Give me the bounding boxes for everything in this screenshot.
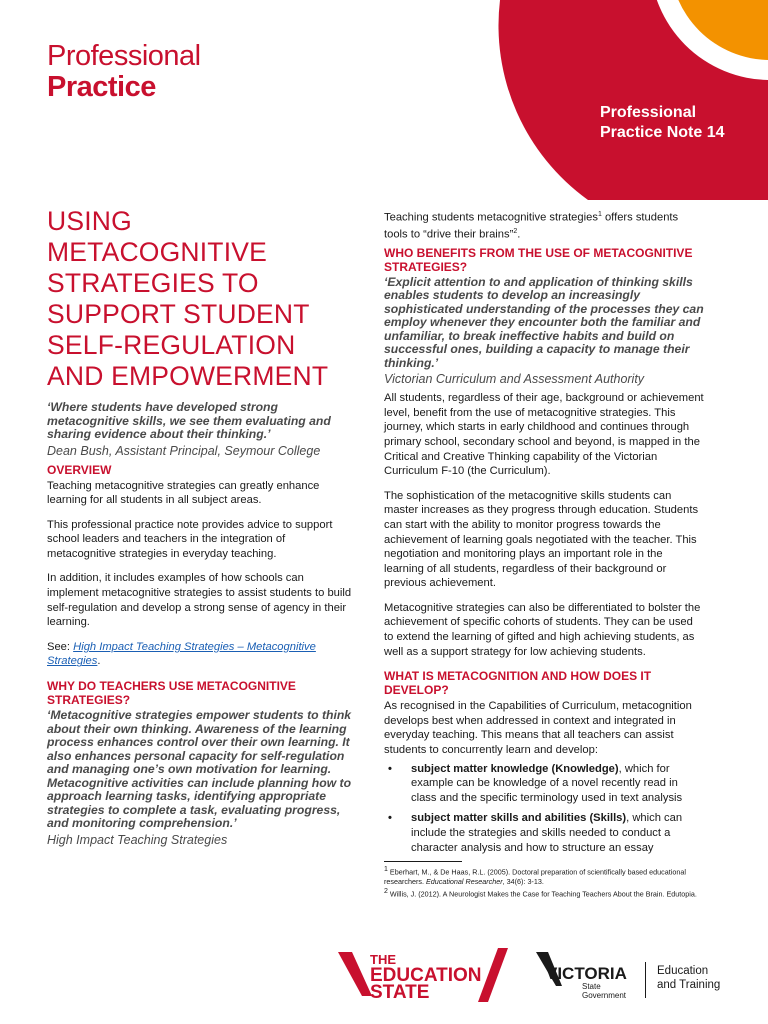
- what-is-heading: WHAT IS METACOGNITION AND HOW DOES IT DEVELOP?: [384, 669, 652, 698]
- list-item-bold: subject matter skills and abilities (Skills): [411, 812, 627, 825]
- footnote-2-number: 2: [384, 887, 388, 895]
- overview-paragraph-3: In addition, it includes examples of how schools can implement metacognitive strategies to assist students to build self-regulation and develop a strong sense of agency in their learning.: [47, 572, 352, 629]
- footnote-2: [384, 887, 704, 899]
- title-line: USING: [47, 206, 132, 236]
- list-item: [384, 811, 704, 855]
- education-state-chevron-left: [338, 952, 372, 996]
- list-item-text: , which for example can be knowledge of a novel recently read in class and the specific terminology used in text analysis: [411, 762, 683, 804]
- why-heading: WHY DO TEACHERS USE METACOGNITIVE STRATEGIES?: [47, 679, 296, 708]
- footnote-1-end: , 34(6): 3-13.: [502, 877, 544, 887]
- victoria-sub-2: Government: [582, 991, 627, 1000]
- overview-paragraph-2: This professional practice note provides advice to support school leaders and teachers in the integration of metacognitive strategies in everyday teaching.: [47, 518, 333, 560]
- see-end: .: [97, 655, 101, 668]
- education-training-line-2: and Training: [657, 979, 721, 991]
- education-state-logo: [338, 946, 518, 1006]
- right-column: [384, 208, 704, 898]
- title-line: STRATEGIES TO: [47, 268, 259, 298]
- footnote-ref-1[interactable]: 1: [597, 211, 602, 218]
- title-line: SUPPORT STUDENT: [47, 299, 310, 329]
- left-column: [47, 206, 355, 852]
- benefits-paragraph-2: The sophistication of the metacognitive skills students can master increases as they progress through education. Students can start with the ability to monitor progress towards the achievement of learning goals negotiated with the teacher. This negotiation and monitoring plays an important role in the learning of all students, regardless of their background or previous achievement.: [384, 489, 699, 590]
- bullet-icon: •: [388, 812, 392, 825]
- practice-note-label: [600, 103, 765, 143]
- education-training-line-1: Education: [657, 965, 709, 977]
- logo-divider: [645, 962, 646, 998]
- footnote-2-text: Willis, J. (2012). A Neurologist Makes the Case for Teaching Teachers About the Brain. Edutopia.: [387, 888, 697, 898]
- overview-heading: OVERVIEW: [47, 462, 112, 477]
- education-training-label: [657, 964, 720, 992]
- brand-line-1: Professional: [47, 40, 201, 72]
- vcaa-quote-attribution: Victorian Curriculum and Assessment Authority: [384, 372, 645, 387]
- benefits-paragraph-3: Metacognitive strategies can also be differentiated to bolster the achievement of specific cohorts of students. They can be used to extend the learning of gifted and high achieving students, as well as a support strategy for low achieving students.: [384, 601, 701, 658]
- footnote-1: [384, 865, 704, 886]
- opening-quote: ‘Where students have developed strong metacognitive skills, we see them evaluating and sharing evidence about their thinking.’: [47, 400, 331, 441]
- victoria-wordmark: VICTORIA: [546, 964, 627, 983]
- list-item: [384, 762, 704, 806]
- list-item-bold: subject matter knowledge (Knowledge): [411, 762, 619, 775]
- footnote-1-text: Eberhart, M., & De Haas, R.L. (2005). Doctoral preparation of scientifically based educational researchers.: [384, 867, 686, 887]
- education-state-line-3: STATE: [370, 982, 430, 1003]
- practice-note-line-1: Professional: [600, 104, 697, 121]
- hits-quote: ‘Metacognitive strategies empower students to think about their own thinking. Awareness of the learning process enhances control over their own learning. It also enhances personal capacity for self-regulation and managing one’s own motivation for learning. Metacognitive activities can include planning how to approach learning tasks, identifying appropriate strategies to complete a task, evaluating progress, and monitoring comprehension.’: [47, 708, 352, 831]
- education-state-chevron-right: [478, 948, 508, 1002]
- victoria-sub-1: State: [582, 982, 601, 991]
- who-benefits-heading: WHO BENEFITS FROM THE USE OF METACOGNITIVE STRATEGIES?: [384, 245, 693, 274]
- title-line: AND EMPOWERMENT: [47, 361, 329, 391]
- intro-text-b: offers students tools to “drive their brains”: [384, 211, 679, 242]
- what-is-paragraph: As recognised in the Capabilities of Curriculum, metacognition develops best when addressed in context and integrated in everyday teaching. This means that all teachers can assist students to concurrently learn and develop:: [384, 700, 692, 757]
- footnote-1-number: 1: [384, 866, 388, 874]
- footnote-1-journal: Educational Researcher: [425, 877, 503, 887]
- footnote-divider: [384, 861, 462, 862]
- bullet-icon: •: [388, 762, 392, 775]
- practice-note-line-2: Practice Note 14: [600, 124, 725, 141]
- title-line: SELF-REGULATION: [47, 330, 296, 360]
- list-item-text: , which can include the strategies and skills needed to conduct a character analysis and how to structure an essay: [411, 812, 683, 854]
- vcaa-quote: ‘Explicit attention to and application of thinking skills enables students to develop an increasingly sophisticated understanding of the processes they can employ whenever they encounter both the familiar and unfamiliar, to break ineffective habits and build on successful ones, building a capacity to manage their thinking.’: [384, 274, 704, 370]
- education-state-line-1: THE: [370, 952, 396, 967]
- benefits-paragraph-1: All students, regardless of their age, background or achievement level, benefit from the use of metacognitive strategies. This journey, which starts in early childhood and continues through primary school, secondary school and beyond, is mapped in the Critical and Creative Thinking capability of the Victorian Curriculum F-10 (the Curriculum).: [384, 392, 704, 478]
- development-list: [384, 762, 704, 856]
- intro-text-c: .: [517, 229, 521, 242]
- intro-paragraph: [384, 208, 704, 243]
- education-state-line-2: EDUCATION: [370, 965, 482, 986]
- brand-line-2: Practice: [47, 71, 156, 103]
- hits-quote-attribution: High Impact Teaching Strategies: [47, 832, 228, 847]
- see-label: See:: [47, 640, 74, 653]
- title-line: METACOGNITIVE: [47, 237, 268, 267]
- victoria-government-logo: [536, 948, 641, 1004]
- intro-text-a: Teaching students metacognitive strategies: [384, 211, 598, 224]
- brand-logo: [47, 42, 201, 102]
- overview-paragraph-1: Teaching metacognitive strategies can greatly enhance learning for all students in all subject areas.: [47, 479, 320, 507]
- page-title: [47, 206, 355, 392]
- footnote-ref-2[interactable]: 2: [513, 228, 518, 236]
- hits-metacognitive-link[interactable]: High Impact Teaching Strategies – Metacognitive Strategies: [47, 640, 316, 668]
- see-also-paragraph: [47, 640, 355, 669]
- opening-quote-attribution: Dean Bush, Assistant Principal, Seymour College: [47, 443, 321, 458]
